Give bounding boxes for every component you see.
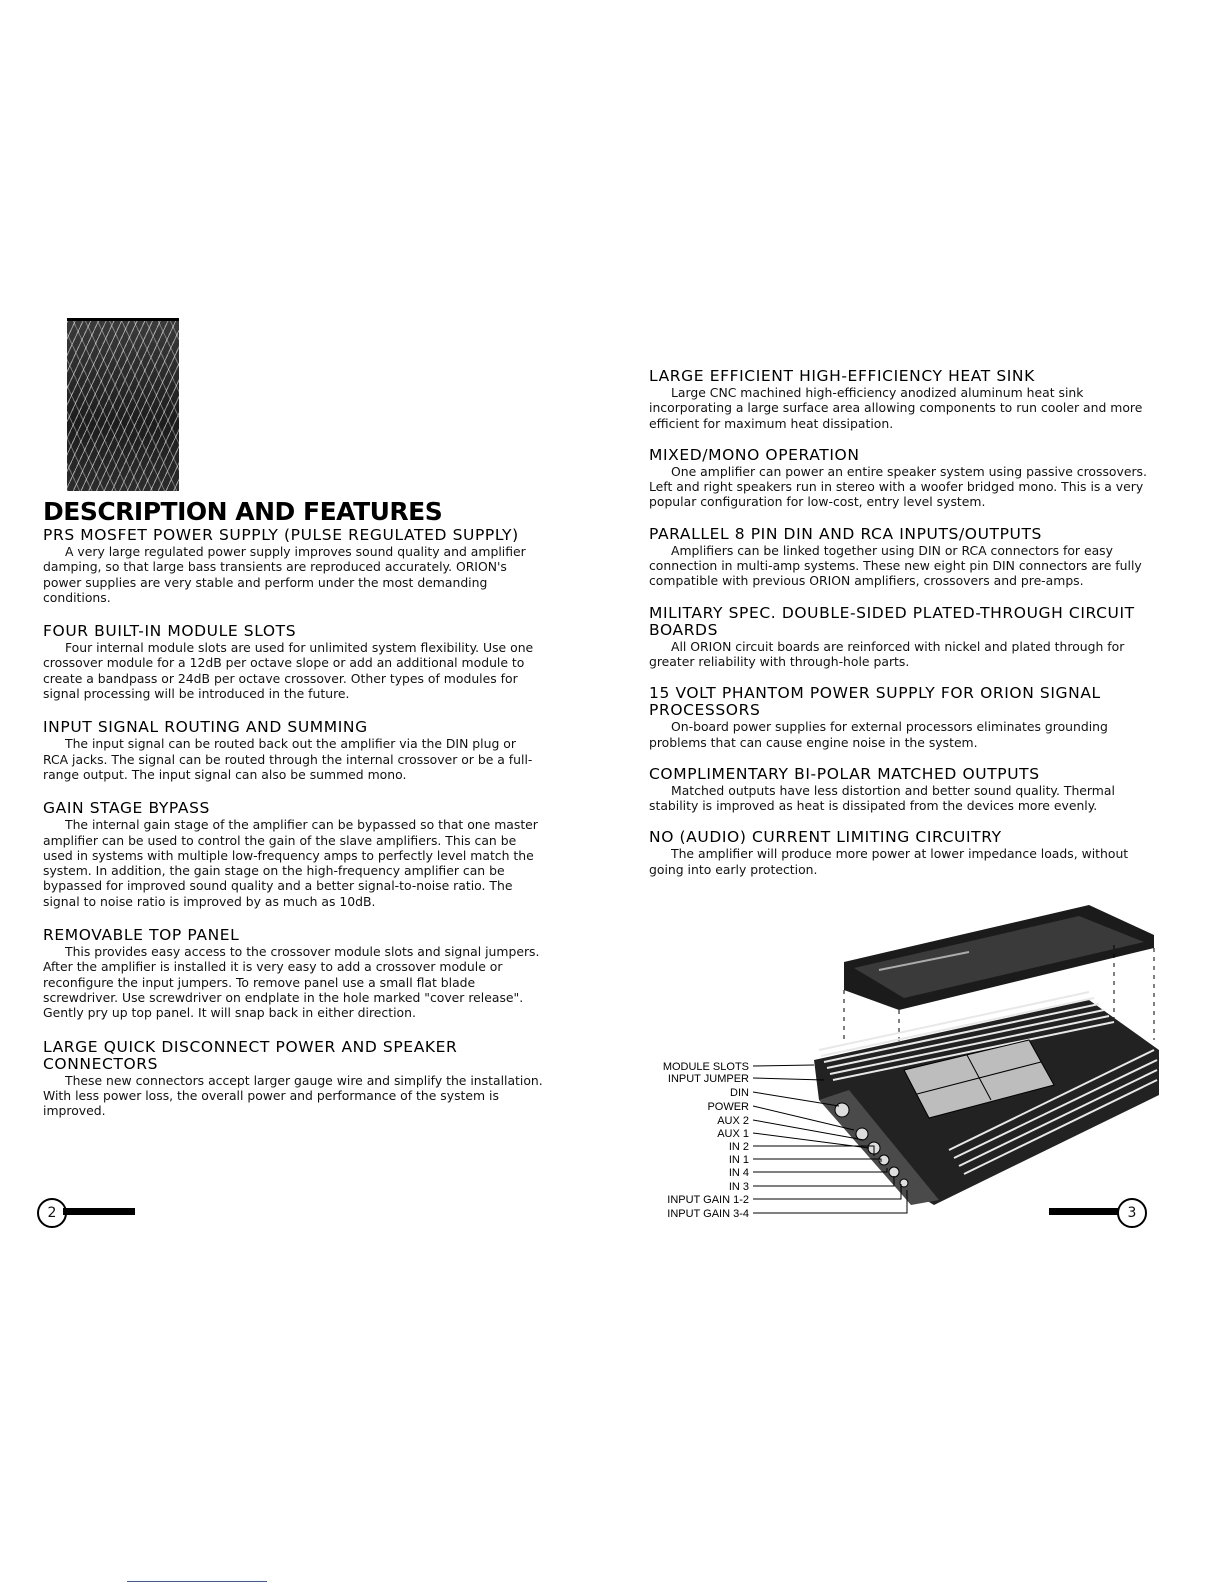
section-heading: NO (AUDIO) CURRENT LIMITING CIRCUITRY <box>649 828 1002 847</box>
section-heading: GAIN STAGE BYPASS <box>43 799 210 818</box>
section-heading: PRS MOSFET POWER SUPPLY (PULSE REGULATED SUPPLY) <box>43 526 519 544</box>
section-heading: LARGE EFFICIENT HIGH-EFFICIENCY HEAT SINK <box>649 367 1035 385</box>
page-number-bar <box>1049 1208 1119 1215</box>
section-module-slots <box>43 623 543 701</box>
callout-module-slots: MODULE SLOTS <box>662 1061 749 1073</box>
right-page <box>612 0 1225 1585</box>
section-heading: INPUT SIGNAL ROUTING AND SUMMING <box>43 718 368 737</box>
callout-in-4: IN 4 <box>728 1167 749 1179</box>
section-body: Four internal module slots are used for unlimited system flexibility. Use one crossover module for a 12dB per octave slope or add an additional module to create a bandpass or 24dB per octave crossover. Other types of modules for signal processing will be introduced in the future. <box>43 640 534 702</box>
section-body: All ORION circuit boards are reinforced with nickel and plated through for greater reliability with through-hole parts. <box>649 638 1125 669</box>
section-body: Large CNC machined high-efficiency anodized aluminum heat sink incorporating a large surface area allowing components to run cooler and more efficient for maximum heat dissipation. <box>649 385 1143 431</box>
section-quick-disconnect <box>43 1039 543 1119</box>
section-mixed-mono <box>649 447 1149 510</box>
section-heading: COMPLIMENTARY BI-POLAR MATCHED OUTPUTS <box>649 764 1040 783</box>
left-column <box>43 527 543 1118</box>
section-gain-stage-bypass <box>43 800 543 909</box>
section-body: A very large regulated power supply improves sound quality and amplifier damping, so that large bass transients are reproduced accurately. ORION's power supplies are very stable and perform under the most demanding conditions. <box>43 544 526 605</box>
section-heading: FOUR BUILT-IN MODULE SLOTS <box>43 622 297 641</box>
amplifier-diagram <box>649 900 1159 1230</box>
section-bipolar-outputs <box>649 766 1149 814</box>
page-number-bar <box>63 1208 135 1215</box>
section-heading: MILITARY SPEC. DOUBLE-SIDED PLATED-THROUGH CIRCUIT BOARDS <box>649 603 1135 639</box>
callout-input-jumper: INPUT JUMPER <box>667 1073 749 1085</box>
section-heading: PARALLEL 8 PIN DIN AND RCA INPUTS/OUTPUTS <box>649 524 1042 543</box>
section-phantom-power <box>649 685 1149 750</box>
section-heading: REMOVABLE TOP PANEL <box>43 926 240 945</box>
section-heading: MIXED/MONO OPERATION <box>649 445 860 464</box>
section-body: These new connectors accept larger gauge wire and simplify the installation. With less power loss, the overall power and performance of the system is improved. <box>43 1072 543 1119</box>
page-number: 3 <box>1117 1198 1147 1228</box>
section-body: Matched outputs have less distortion and better sound quality. Thermal stability is improved as heat is dissipated from the devices more evenly. <box>649 782 1115 814</box>
bottom-edge-line <box>127 1581 267 1582</box>
section-prs-power-supply <box>43 527 543 605</box>
callout-power: POWER <box>707 1101 749 1113</box>
section-removable-top-panel <box>43 927 543 1020</box>
callout-in-1: IN 1 <box>728 1154 749 1166</box>
callout-in-2: IN 2 <box>728 1141 749 1153</box>
page-title: DESCRIPTION AND FEATURES <box>43 497 443 526</box>
callout-din: DIN <box>730 1087 749 1099</box>
section-heading: 15 VOLT PHANTOM POWER SUPPLY FOR ORION SIGNAL PROCESSORS <box>649 684 1101 720</box>
callout-input-gain-3-4: INPUT GAIN 3-4 <box>667 1208 749 1220</box>
callout-in-3: IN 3 <box>728 1181 749 1193</box>
section-body: The amplifier will produce more power at lower impedance loads, without going into early protection. <box>649 846 1129 877</box>
callout-aux-1: AUX 1 <box>717 1128 749 1140</box>
section-body: The input signal can be routed back out the amplifier via the DIN plug or RCA jacks. The signal can be routed through the internal crossover or be a full-range output. The input signal can also be summed mono. <box>43 736 533 782</box>
callout-aux-2: AUX 2 <box>717 1115 749 1127</box>
section-heat-sink <box>649 368 1149 431</box>
section-heading: LARGE QUICK DISCONNECT POWER AND SPEAKER CONNECTORS <box>43 1037 458 1073</box>
callout-input-gain-1-2: INPUT GAIN 1-2 <box>667 1194 749 1206</box>
section-body: On-board power supplies for external processors eliminates grounding problems that can cause engine noise in the system. <box>649 719 1108 750</box>
amplifier-photo <box>67 318 179 491</box>
section-signal-routing <box>43 719 543 782</box>
right-column <box>649 368 1149 877</box>
din-connector-icon <box>835 1103 849 1117</box>
left-page <box>0 0 612 1585</box>
section-body: This provides easy access to the crossover module slots and signal jumpers. After the amplifier is installed it is very easy to add a crossover module or reconfigure the input jumpers. To remove panel use a small flat blade screwdriver. Use screwdriver on endplate in the hole marked "cover release". Gently pry up top panel. It will snap back in either direction. <box>43 944 540 1021</box>
section-body: Amplifiers can be linked together using DIN or RCA connectors for easy connection in multi-amp systems. These new eight pin DIN connectors are fully compatible with previous ORION amplifiers, crossovers and pre-amps. <box>649 542 1142 589</box>
section-body: The internal gain stage of the amplifier can be bypassed so that one master amplifier can be used to control the gain of the slave amplifiers. This can be used in systems with multiple low-frequency amps to perfectly level match the system. In addition, the gain stage on the high-frequency amplifier can be bypassed for improved sound quality and a better signal-to-noise ratio. The signal to noise ratio is improved by as much as 10dB. <box>43 817 538 909</box>
page-number: 2 <box>37 1198 67 1228</box>
section-circuit-boards <box>649 605 1149 670</box>
section-body: One amplifier can power an entire speaker system using passive crossovers. Left and right speakers run in stereo with a woofer bridged mono. This is a very popular configuration for low-cost, entry level system. <box>649 463 1147 510</box>
section-no-current-limiting <box>649 829 1149 877</box>
section-parallel-din-rca <box>649 526 1149 589</box>
